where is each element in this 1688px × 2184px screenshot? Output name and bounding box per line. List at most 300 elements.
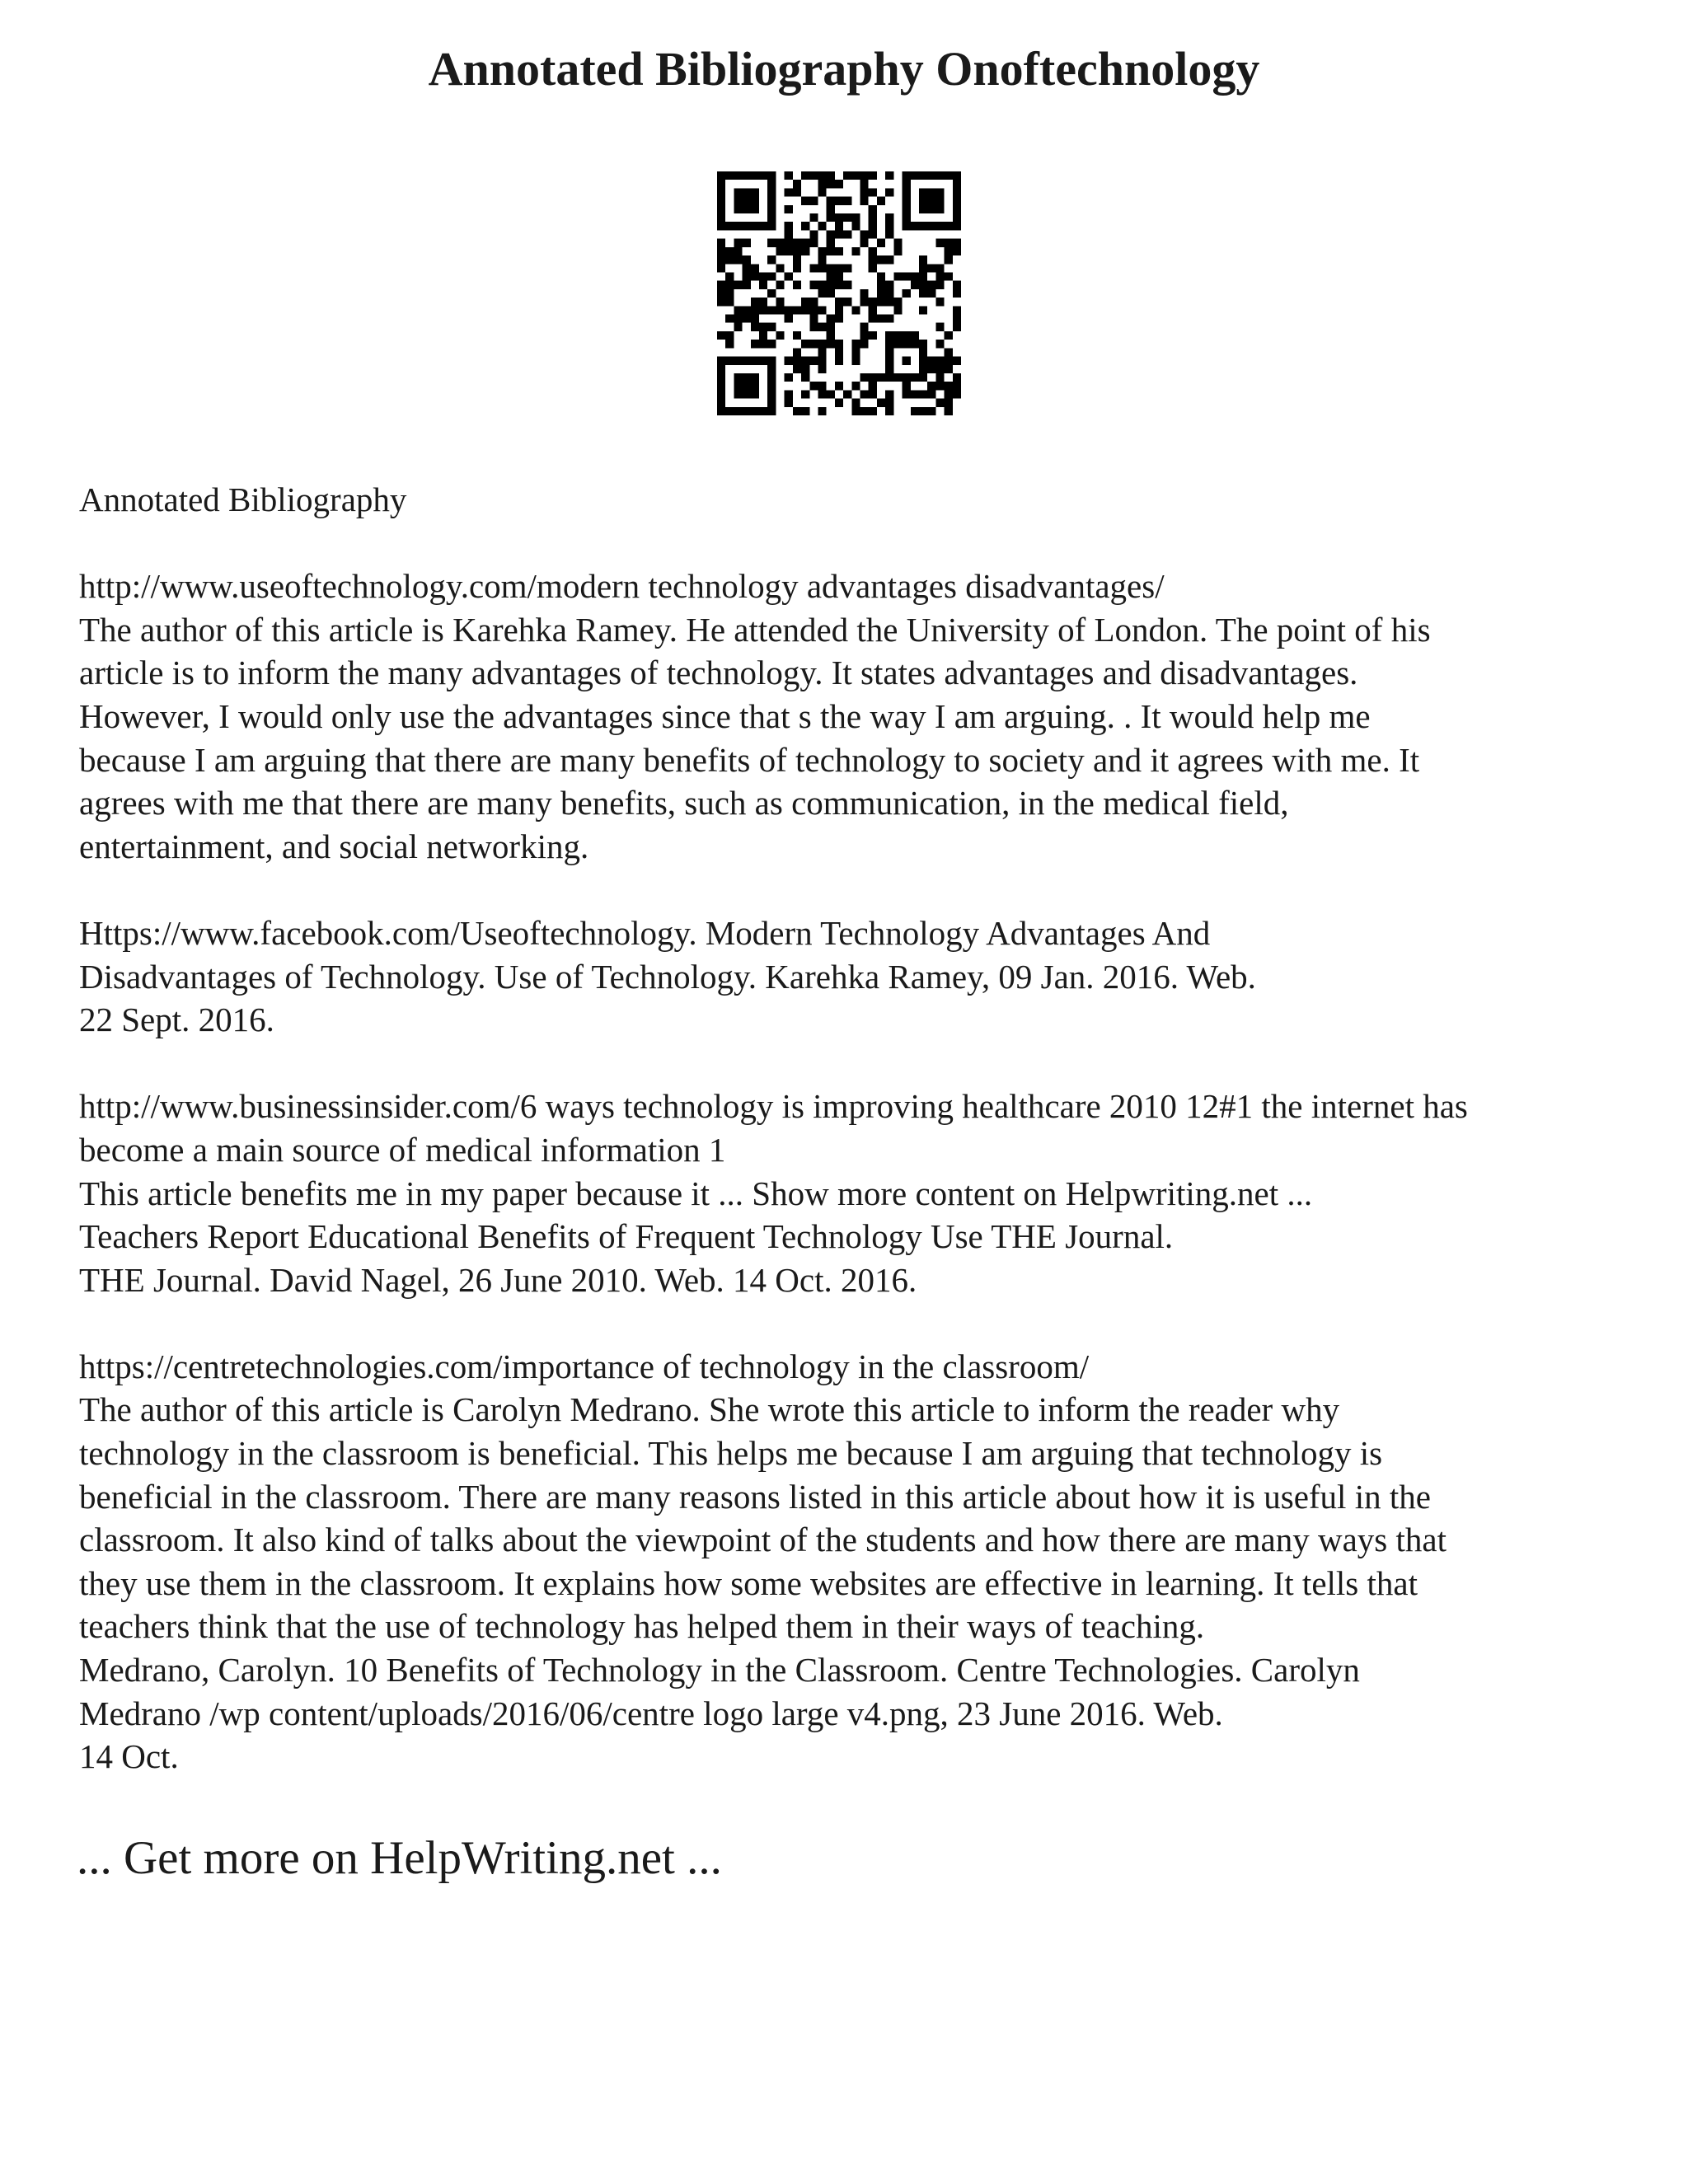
qr-module	[843, 298, 851, 306]
qr-module	[785, 230, 793, 238]
qr-module	[919, 289, 927, 298]
qr-module	[919, 205, 927, 213]
qr-module	[851, 357, 860, 365]
qr-module	[843, 230, 851, 238]
qr-module	[843, 390, 851, 398]
bibliography-entry-2	[79, 912, 1629, 1042]
qr-module	[743, 188, 751, 196]
qr-module	[827, 247, 835, 255]
qr-module	[919, 340, 927, 348]
qr-module	[785, 315, 793, 323]
qr-module	[734, 306, 742, 314]
qr-module	[767, 399, 776, 407]
qr-module	[927, 365, 935, 373]
qr-module	[935, 298, 944, 306]
qr-module	[885, 390, 893, 398]
qr-module	[759, 281, 767, 289]
qr-module	[869, 171, 877, 180]
qr-module	[869, 407, 877, 415]
qr-module	[927, 197, 935, 205]
qr-module	[759, 306, 767, 314]
qr-module	[860, 331, 869, 340]
qr-module	[885, 399, 893, 407]
qr-module	[793, 188, 801, 196]
qr-module	[851, 213, 860, 222]
entry-4-line: beneficial in the classroom. There are many reasons listed in this article about how it is useful in the	[79, 1477, 1431, 1516]
helpwriting-footer-link[interactable]: ... Get more on HelpWriting.net ...	[77, 1832, 722, 1884]
qr-module	[818, 390, 826, 398]
paragraph-gap	[79, 1301, 1629, 1345]
qr-module	[734, 357, 742, 365]
entry-2-line: Https://www.facebook.com/Useoftechnology. Modern Technology Advantages And	[79, 913, 1211, 952]
qr-module	[717, 357, 725, 365]
qr-module	[743, 205, 751, 213]
qr-module	[809, 323, 818, 331]
qr-module	[919, 264, 927, 272]
qr-module	[785, 247, 793, 255]
qr-module	[953, 205, 961, 213]
qr-module	[785, 188, 793, 196]
qr-module	[801, 171, 809, 180]
qr-module	[725, 222, 734, 230]
qr-module	[751, 340, 759, 348]
qr-module	[953, 281, 961, 289]
qr-module	[717, 281, 725, 289]
qr-module	[818, 188, 826, 196]
qr-module	[776, 306, 784, 314]
qr-module	[725, 255, 734, 264]
section-heading: Annotated Bibliography	[79, 480, 407, 518]
qr-module	[767, 205, 776, 213]
qr-module	[751, 222, 759, 230]
qr-module	[945, 407, 953, 415]
qr-module	[827, 171, 835, 180]
qr-module	[734, 197, 742, 205]
qr-module	[860, 230, 869, 238]
qr-module	[945, 399, 953, 407]
qr-module	[827, 315, 835, 323]
qr-module	[776, 281, 784, 289]
qr-module	[751, 205, 759, 213]
qr-module	[851, 348, 860, 356]
paragraph-gap	[79, 868, 1629, 912]
qr-module	[869, 247, 877, 255]
qr-module	[927, 205, 935, 213]
qr-module	[945, 272, 953, 280]
qr-module	[851, 382, 860, 390]
qr-module	[759, 340, 767, 348]
qr-module	[935, 281, 944, 289]
entry-4-line: Medrano, Carolyn. 10 Benefits of Technology in the Classroom. Centre Technologies. Carolyn	[79, 1651, 1360, 1690]
qr-module	[767, 340, 776, 348]
entry-1-line: entertainment, and social networking.	[79, 827, 589, 865]
qr-module	[717, 382, 725, 390]
qr-module	[743, 373, 751, 382]
entry-1-url: http://www.useoftechnology.com/modern technology advantages disadvantages/	[79, 567, 1165, 606]
qr-module	[717, 289, 725, 298]
qr-module	[743, 255, 751, 264]
qr-module	[893, 331, 902, 340]
qr-module	[759, 272, 767, 280]
qr-module	[767, 255, 776, 264]
qr-module	[734, 247, 742, 255]
qr-module	[893, 373, 902, 382]
qr-module	[809, 315, 818, 323]
qr-module	[885, 281, 893, 289]
qr-module	[835, 399, 843, 407]
qr-module	[734, 315, 742, 323]
entry-1-line: However, I would only use the advantages since that s the way I am arguing. . It would help me	[79, 696, 1371, 735]
qr-module	[953, 390, 961, 398]
qr-module	[827, 331, 835, 340]
qr-module	[793, 365, 801, 373]
qr-module	[893, 340, 902, 348]
qr-module	[767, 407, 776, 415]
qr-module	[827, 239, 835, 247]
qr-module	[885, 188, 893, 196]
qr-module	[919, 171, 927, 180]
paragraph-gap	[79, 1042, 1629, 1085]
qr-module	[743, 382, 751, 390]
qr-module	[835, 180, 843, 188]
qr-module	[927, 264, 935, 272]
qr-module	[767, 222, 776, 230]
qr-module	[945, 239, 953, 247]
qr-module	[801, 373, 809, 382]
qr-module	[885, 340, 893, 348]
qr-module	[835, 197, 843, 205]
qr-module	[725, 247, 734, 255]
entry-4-line: technology in the classroom is beneficial. This helps me because I am arguing that technology is	[79, 1434, 1383, 1473]
qr-module	[818, 281, 826, 289]
qr-module	[809, 298, 818, 306]
qr-module	[903, 373, 911, 382]
qr-module	[860, 298, 869, 306]
bibliography-entry-1	[79, 565, 1629, 868]
qr-module	[945, 365, 953, 373]
qr-module	[919, 407, 927, 415]
qr-module	[953, 323, 961, 331]
qr-module	[818, 264, 826, 272]
qr-module	[903, 382, 911, 390]
qr-module	[885, 230, 893, 238]
qr-module	[801, 298, 809, 306]
qr-module	[953, 188, 961, 196]
qr-module	[785, 373, 793, 382]
qr-module	[885, 348, 893, 356]
qr-module	[877, 289, 885, 298]
qr-module	[717, 365, 725, 373]
qr-module	[809, 264, 818, 272]
qr-module	[945, 331, 953, 340]
qr-module	[885, 357, 893, 365]
qr-module	[827, 230, 835, 238]
qr-module	[767, 373, 776, 382]
paragraph-gap	[79, 522, 1629, 565]
qr-module	[919, 348, 927, 356]
qr-module	[751, 323, 759, 331]
qr-module	[953, 306, 961, 314]
qr-module	[759, 171, 767, 180]
qr-module	[903, 390, 911, 398]
qr-module	[869, 230, 877, 238]
qr-module	[835, 264, 843, 272]
qr-module	[818, 255, 826, 264]
qr-module	[751, 272, 759, 280]
qr-module	[717, 407, 725, 415]
qr-module	[927, 382, 935, 390]
qr-module	[751, 382, 759, 390]
entry-1-line: agrees with me that there are many benefits, such as communication, in the medical field,	[79, 784, 1289, 823]
qr-module	[751, 298, 759, 306]
qr-module	[927, 289, 935, 298]
qr-module	[927, 188, 935, 196]
qr-module	[835, 298, 843, 306]
qr-module	[801, 239, 809, 247]
qr-module	[827, 323, 835, 331]
qr-module	[785, 205, 793, 213]
qr-module	[767, 289, 776, 298]
qr-module	[860, 180, 869, 188]
qr-module	[818, 407, 826, 415]
qr-module	[717, 298, 725, 306]
qr-module	[911, 340, 919, 348]
qr-module	[935, 272, 944, 280]
qr-module	[734, 255, 742, 264]
qr-module	[911, 331, 919, 340]
qr-module	[935, 205, 944, 213]
qr-module	[927, 357, 935, 365]
qr-module	[945, 357, 953, 365]
qr-module	[725, 272, 734, 280]
qr-module	[945, 255, 953, 264]
qr-module	[953, 180, 961, 188]
qr-module	[935, 188, 944, 196]
qr-module	[743, 357, 751, 365]
qr-module	[851, 222, 860, 230]
qr-module	[935, 399, 944, 407]
qr-module	[903, 197, 911, 205]
qr-module	[869, 222, 877, 230]
qr-module	[835, 247, 843, 255]
qr-module	[818, 247, 826, 255]
qr-module	[893, 239, 902, 247]
qr-module	[809, 171, 818, 180]
qr-module	[793, 180, 801, 188]
qr-module	[767, 306, 776, 314]
qr-module	[903, 289, 911, 298]
qr-module	[818, 323, 826, 331]
qr-module	[851, 399, 860, 407]
qr-module	[734, 222, 742, 230]
qr-module	[953, 315, 961, 323]
qr-module	[818, 340, 826, 348]
qr-module	[743, 197, 751, 205]
qr-module	[785, 357, 793, 365]
qr-module	[776, 239, 784, 247]
qr-module	[903, 205, 911, 213]
qr-module	[835, 306, 843, 314]
qr-module	[793, 264, 801, 272]
qr-module	[860, 340, 869, 348]
qr-module	[818, 365, 826, 373]
qr-module	[734, 239, 742, 247]
qr-module	[793, 247, 801, 255]
qr-module	[793, 348, 801, 356]
qr-module	[935, 382, 944, 390]
entry-1-line: because I am arguing that there are many benefits of technology to society and it agrees with me. It	[79, 740, 1420, 779]
qr-module	[818, 171, 826, 180]
qr-module	[734, 323, 742, 331]
qr-module	[734, 205, 742, 213]
qr-module	[809, 306, 818, 314]
qr-module	[734, 373, 742, 382]
qr-module	[759, 331, 767, 340]
qr-module	[818, 382, 826, 390]
qr-module	[911, 171, 919, 180]
page-title: Annotated Bibliography Onoftechnology	[428, 42, 1260, 96]
qr-module	[945, 171, 953, 180]
qr-module	[717, 205, 725, 213]
qr-module	[885, 255, 893, 264]
qr-module	[767, 323, 776, 331]
qr-module	[885, 298, 893, 306]
qr-module	[877, 281, 885, 289]
qr-module	[860, 323, 869, 331]
qr-module	[843, 213, 851, 222]
qr-module	[767, 213, 776, 222]
qr-module	[869, 298, 877, 306]
qr-module	[903, 340, 911, 348]
qr-module	[877, 373, 885, 382]
qr-module	[919, 255, 927, 264]
qr-module	[869, 315, 877, 323]
qr-module	[734, 407, 742, 415]
qr-module	[893, 298, 902, 306]
qr-module	[851, 171, 860, 180]
qr-module	[717, 188, 725, 196]
entry-1-line: The author of this article is Karehka Ramey. He attended the University of London. The point of his	[79, 610, 1431, 649]
qr-module	[818, 222, 826, 230]
qr-code-icon	[717, 171, 961, 415]
qr-module	[903, 222, 911, 230]
qr-module	[893, 272, 902, 280]
qr-module	[835, 281, 843, 289]
qr-module	[767, 357, 776, 365]
qr-module	[717, 239, 725, 247]
qr-module	[835, 382, 843, 390]
qr-module	[751, 188, 759, 196]
entry-3-url: http://www.businessinsider.com/6 ways technology is improving healthcare 2010 12#1 the internet has	[79, 1087, 1468, 1126]
qr-module	[767, 180, 776, 188]
qr-module	[743, 171, 751, 180]
qr-module	[776, 247, 784, 255]
qr-module	[743, 239, 751, 247]
qr-module	[751, 407, 759, 415]
qr-module	[751, 264, 759, 272]
qr-module	[809, 239, 818, 247]
qr-module	[801, 390, 809, 398]
document-body	[79, 478, 1629, 1779]
qr-module	[935, 357, 944, 365]
qr-module	[860, 188, 869, 196]
qr-module	[919, 357, 927, 365]
qr-module	[835, 213, 843, 222]
qr-module	[860, 197, 869, 205]
qr-module	[927, 171, 935, 180]
qr-code-graphic	[717, 171, 961, 415]
qr-module	[743, 281, 751, 289]
qr-module	[776, 264, 784, 272]
qr-module	[743, 272, 751, 280]
qr-module	[919, 188, 927, 196]
qr-module	[911, 222, 919, 230]
qr-module	[903, 272, 911, 280]
qr-module	[734, 390, 742, 398]
qr-module	[767, 171, 776, 180]
qr-module	[885, 365, 893, 373]
qr-module	[919, 365, 927, 373]
qr-module	[860, 239, 869, 247]
qr-module	[843, 281, 851, 289]
qr-module	[911, 272, 919, 280]
qr-module	[927, 222, 935, 230]
qr-module	[717, 331, 725, 340]
entry-3-line: Teachers Report Educational Benefits of Frequent Technology Use THE Journal.	[79, 1217, 1174, 1256]
qr-module	[885, 315, 893, 323]
qr-module	[945, 382, 953, 390]
qr-module	[911, 390, 919, 398]
qr-module	[919, 306, 927, 314]
qr-module	[793, 281, 801, 289]
qr-module	[885, 222, 893, 230]
entry-4-line: The author of this article is Carolyn Medrano. She wrote this article to inform the reader why	[79, 1390, 1340, 1429]
qr-module	[827, 180, 835, 188]
qr-module	[953, 213, 961, 222]
qr-module	[809, 197, 818, 205]
qr-module	[927, 281, 935, 289]
qr-module	[725, 407, 734, 415]
qr-module	[827, 264, 835, 272]
qr-module	[776, 331, 784, 340]
qr-module	[843, 171, 851, 180]
entry-4-line: they use them in the classroom. It explains how some websites are effective in learning. It tells that	[79, 1563, 1418, 1602]
qr-module	[953, 171, 961, 180]
qr-module	[860, 289, 869, 298]
qr-module	[860, 390, 869, 398]
qr-module	[725, 315, 734, 323]
qr-module	[717, 373, 725, 382]
qr-module	[801, 222, 809, 230]
qr-module	[919, 272, 927, 280]
qr-module	[835, 230, 843, 238]
qr-module	[734, 382, 742, 390]
qr-module	[767, 197, 776, 205]
qr-module	[751, 306, 759, 314]
qr-module	[759, 407, 767, 415]
qr-module	[743, 315, 751, 323]
qr-module	[818, 357, 826, 365]
qr-module	[793, 306, 801, 314]
entry-2-line: 22 Sept. 2016.	[79, 1001, 274, 1039]
qr-module	[927, 390, 935, 398]
qr-module	[818, 289, 826, 298]
qr-module	[945, 390, 953, 398]
qr-module	[767, 365, 776, 373]
qr-module	[717, 264, 725, 272]
entry-1-line: article is to inform the many advantages of technology. It states advantages and disadvantages.	[79, 654, 1358, 692]
qr-module	[827, 197, 835, 205]
